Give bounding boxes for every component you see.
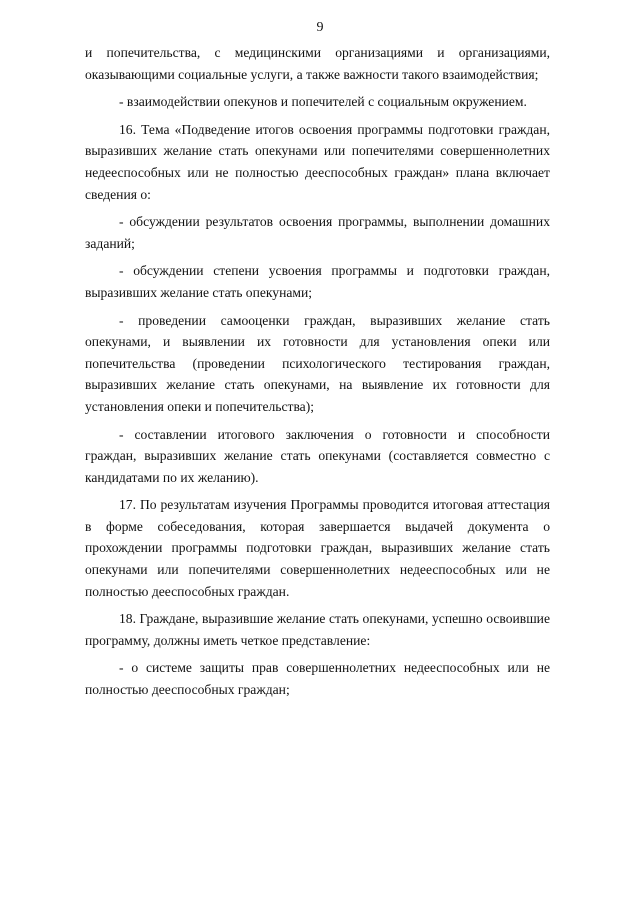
paragraph-17: 17. По результатам изучения Программы проводится итоговая аттестация в форме собеседования, которая завершается выдачей документа о прохождении программы подготовки граждан, выразивших желание стать опекунами или попечителями совершеннолетних недееспособных или не полностью дееспособных граждан. [85,497,550,599]
list-item-discussion-results: - обсуждении результатов освоения программы, выполнении домашних заданий; [85,214,550,251]
page-number: 9 [316,20,324,35]
paragraph-18: 18. Граждане, выразившие желание стать опекунами, успешно освоившие программу, должны иметь четкое представление: [85,611,550,648]
list-item-protection-system: - о системе защиты прав совершеннолетних недееспособных или не полностью дееспособных граждан; [85,660,550,698]
list-item-social-environment: - взаимодействии опекунов и попечителей с социальным окружением. [119,94,527,110]
paragraph-16: 16. Тема «Подведение итогов освоения программы подготовки граждан, выразивших желание стать опекунами или попечителями совершеннолетних недееспособных или не полностью дееспособных граждан» плана включает сведения о: [85,121,550,202]
list-item-self-assessment: - проведении самооценки граждан, выразивших желание стать опекунами, и выявлении их готовности для установления опеки или попечительства (проведении психологического тестирования граждан, выразивших желание стать опекунами, на выявление их готовности для установления опеки и попечительства); [85,312,550,414]
list-item-discussion-degree: - обсуждении степени усвоения программы и подготовки граждан, выразивших желание стать опекунами; [85,263,550,300]
paragraph-continuation: и попечительства, с медицинскими организациями и организациями, оказывающими социальные услуги, а также важности такого взаимодействия; [85,45,550,82]
list-item-final-conclusion: - составлении итогового заключения о готовности и способности граждан, выразивших желание стать опекунами (составляется совместно с кандидатами по их желанию). [85,426,550,485]
document-body [85,42,550,707]
